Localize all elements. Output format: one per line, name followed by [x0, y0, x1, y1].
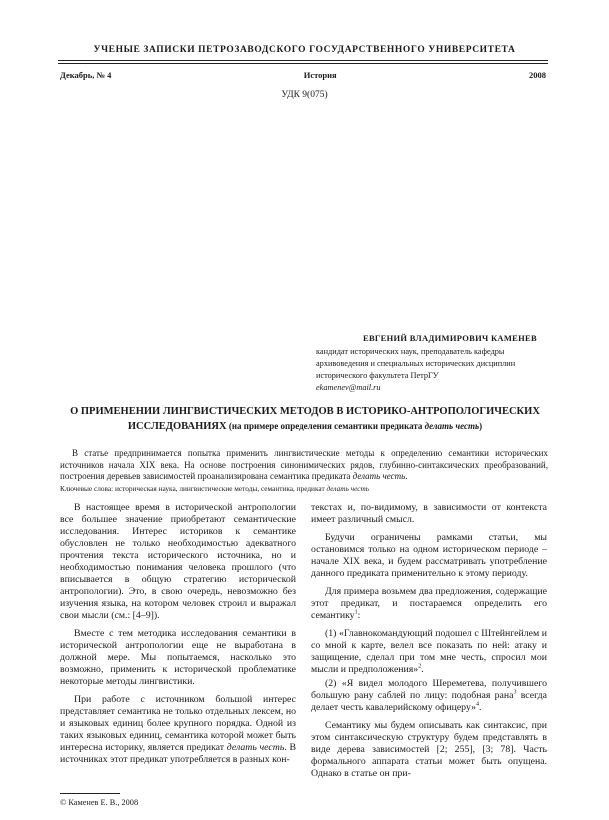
keywords — [60, 484, 548, 493]
footnote-ref[interactable]: 1 — [354, 609, 358, 616]
issue-meta-row — [60, 70, 546, 80]
footnote-ref[interactable]: 2 — [418, 663, 422, 670]
paragraph-text: . — [421, 664, 424, 675]
paragraph: В настоящее время в исторической антропологии все большее значение приобретают семантические исследования. Интерес историков к семантике обусловлен не только необходимостью адекватного прочтения текста исторического источника, но и необходимостью понимания человека прошлого (что вписывается в общую стратегию исторической антропологии). Это, в свою очередь, невозможно без изучения языка, на котором человек строил и выражал свои мысли (см.: [4–9]). — [60, 502, 296, 621]
keywords-text: Ключевые слова: историческая наука, лингвистические методы, семантика, предикат — [60, 484, 327, 493]
paragraph-text: При работе с источником большой интерес представляет семантика не только отдельных лексем, но и языковых единиц более крупного порядка. Одной из таких языковых единиц, семантика которой может быть интересна историку, является предикат — [60, 694, 296, 753]
title-italic: делать честь — [424, 421, 480, 431]
title-line-2 — [60, 419, 550, 434]
affiliation-line: кандидат исторических наук, преподаватель кафедры — [316, 347, 505, 356]
body-column-right — [311, 502, 547, 782]
year-label: 2008 — [529, 70, 546, 80]
paragraph-text: (2) «Я видел молодого Шереметева, получившего большую рану саблей по лицу: подобная рана — [311, 678, 547, 701]
paragraph — [311, 628, 547, 676]
paragraph-text: (1) «Главнокомандующий подошел с Штейнгейлем и со мной к карте, велел все показать по ней: атаку и защищение, сделал при том мне честь, спросил мои мысли и предположения» — [311, 628, 547, 675]
footnote-ref[interactable]: 4 — [476, 701, 479, 708]
abstract-end: . — [405, 471, 408, 481]
paragraph: Будучи ограничены рамками статьи, мы остановимся только на одном историческом периоде – начале XIX века, и будем рассматривать употребление данного предиката применительно к этому периоду. — [311, 532, 547, 579]
abstract-italic: делать честь — [352, 471, 406, 481]
footer-rule — [60, 793, 120, 794]
title-line-1: О ПРИМЕНЕНИИ ЛИНГВИСТИЧЕСКИХ МЕТОДОВ В ИСТОРИКО-АНТРОПОЛОГИЧЕСКИХ — [70, 406, 540, 417]
header-rule-top — [58, 60, 548, 61]
body-column-left — [60, 502, 296, 768]
keywords-italic: делать честь — [326, 484, 370, 493]
paragraph-text: : — [357, 610, 361, 621]
paragraph-text: . В источниках этот предикат употребляется в разных кон- — [60, 742, 296, 765]
copyright: © Каменев Е. В., 2008 — [60, 798, 139, 807]
author-affiliation — [316, 346, 546, 394]
title-subtitle: (на примере определения семантики предиката — [226, 421, 425, 431]
issue-label: Декабрь, № 4 — [60, 70, 112, 80]
journal-title: УЧЕНЫЕ ЗАПИСКИ ПЕТРОЗАВОДСКОГО ГОСУДАРСТВЕННОГО УНИВЕРСИТЕТА — [93, 45, 516, 55]
abstract-text: В статье предпринимается попытка применить лингвистические методы к определению семантики исторических источников начала XIX века. На основе построения синонимических рядов, глубинно-синтаксических преобразований, построения деревьев зависимостей проанализирована семантика предиката — [60, 448, 548, 481]
paragraph-text: всегда делает честь кавалерийскому офицеру» — [311, 690, 547, 713]
paragraph — [60, 694, 296, 766]
paragraph: текстах и, по-видимому, в зависимости от контекста имеет различный смысл. — [311, 502, 547, 525]
paragraph-text: . — [479, 702, 482, 713]
footnote-ref[interactable]: 3 — [513, 689, 517, 696]
header-rule-bottom — [58, 63, 548, 64]
affiliation-line: архивоведения и специальных исторических дисциплин — [316, 359, 516, 368]
paragraph: Вместе с тем методика исследования семантики в исторической антропологии еще не выработана в должной мере. Мы попытаемся, насколько это возможно, применить к исторической проблематике некоторые методы лингвистики. — [60, 628, 296, 687]
paragraph — [311, 586, 547, 622]
author-email[interactable]: ekamenev@mail.ru — [316, 383, 381, 392]
title-end: ) — [479, 421, 483, 431]
udk-code: УДК 9(075) — [281, 90, 328, 100]
section-label: История — [303, 70, 337, 80]
article-title — [60, 404, 550, 434]
paragraph-italic: делать честь — [226, 742, 285, 753]
abstract — [60, 448, 548, 483]
title-bold: ИССЛЕДОВАНИЯХ — [127, 421, 227, 432]
paragraph: Семантику мы будем описывать как синтаксис, при этом синтаксическую структуру будем представлять в виде дерева зависимостей [2; 255], [3; 78]. Часть формального аппарата статьи может быть опущена. Однако в статье он при- — [311, 720, 547, 779]
author-name: ЕВГЕНИЙ ВЛАДИМИРОВИЧ КАМЕНЕВ — [362, 333, 537, 343]
paragraph-text: Для примера возьмем два предложения, содержащие этот предикат, и постараемся определить его семантику — [311, 586, 547, 621]
paragraph — [311, 678, 547, 714]
affiliation-line: исторического факультета ПетрГУ — [316, 371, 439, 380]
